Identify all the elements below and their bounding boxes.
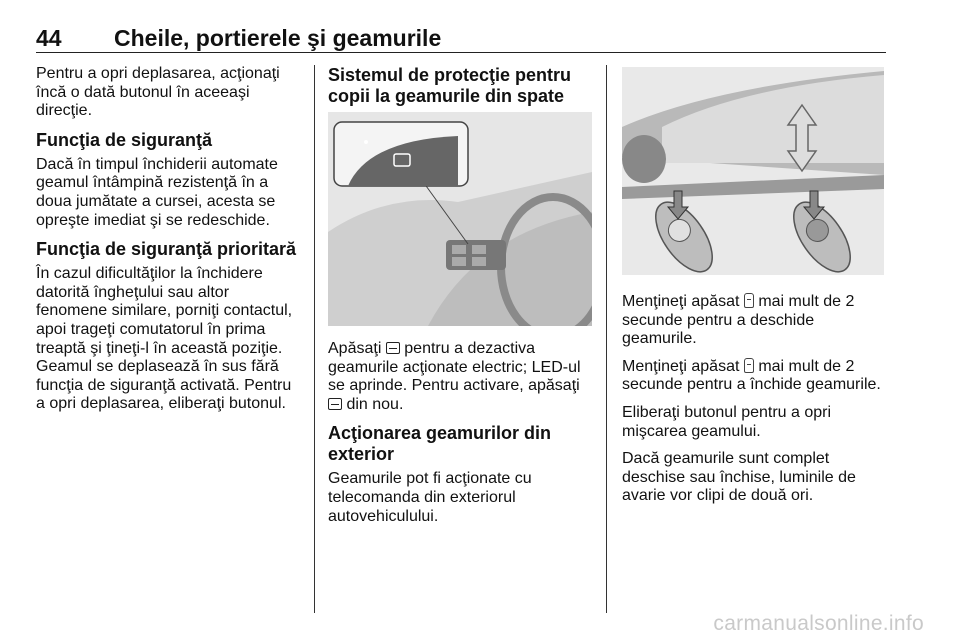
column-divider-1: [314, 65, 315, 613]
remote-window-illustration: [622, 67, 884, 275]
child-lock-icon: [328, 398, 342, 410]
safety-paragraph: Dacă în timpul închiderii automate geamul întâmpină rezistenţă în a doua jumătate a cursei, acesta se opreşte imediat şi se redeschide.: [36, 155, 278, 229]
open-windows-paragraph: Menţineţi apăsat mai mult de 2 secunde pentru a deschide geamurile.: [622, 293, 855, 348]
key-lock-icon: [744, 358, 754, 373]
watermark: carmanualsonline.info: [713, 612, 924, 635]
column-2: [328, 65, 592, 535]
hazard-paragraph: Dacă geamurile sunt complet deschise sau închise, luminile de avarie vor clipi de două ori.: [622, 450, 856, 505]
child-lock-paragraph: Apăsaţi pentru a dezactiva geamurile acţionate electric; LED-ul se aprinde. Pentru activare, apăsaţi din nou.: [328, 340, 581, 413]
page-header: [36, 22, 886, 53]
intro-paragraph: Pentru a opri deplasarea, acţionaţi încă o dată butonul în aceeaşi direcţie.: [36, 65, 280, 120]
door-switch-illustration: [328, 112, 592, 326]
heading-exterior: Acţionarea geamurilor din exterior: [328, 423, 552, 465]
override-paragraph: În cazul dificultăţilor la închidere datorită îngheţului sau altor fenomene similare, porniţi contactul, apoi trageţi comutatorul în prima treaptă şi ţineţi-l în această poziţie. Geamul se deplasează în sus fără funcţia de siguranţă activată. Pentru a opri deplasarea, eliberaţi butonul.: [36, 265, 293, 413]
key-unlock-icon: [744, 293, 754, 308]
close-windows-paragraph: Menţineţi apăsat mai mult de 2 secunde pentru a închide geamurile.: [622, 357, 881, 394]
child-lock-icon: [386, 342, 400, 354]
heading-child-lock: Sistemul de protecţie pentru copii la geamurile din spate: [328, 65, 572, 106]
page-number: 44: [36, 25, 62, 51]
exterior-paragraph: Geamurile pot fi acţionate cu telecomanda din exteriorul autovehiculului.: [328, 470, 532, 525]
heading-safety: Funcţia de siguranţă: [36, 129, 213, 150]
chapter-title: Cheile, portierele şi geamurile: [114, 25, 442, 51]
column-divider-2: [606, 65, 607, 613]
column-1: [36, 65, 298, 423]
release-paragraph: Eliberaţi butonul pentru a opri mişcarea geamului.: [622, 403, 832, 440]
column-3: [622, 65, 884, 515]
heading-override: Funcţia de siguranţă prioritară: [36, 239, 297, 260]
